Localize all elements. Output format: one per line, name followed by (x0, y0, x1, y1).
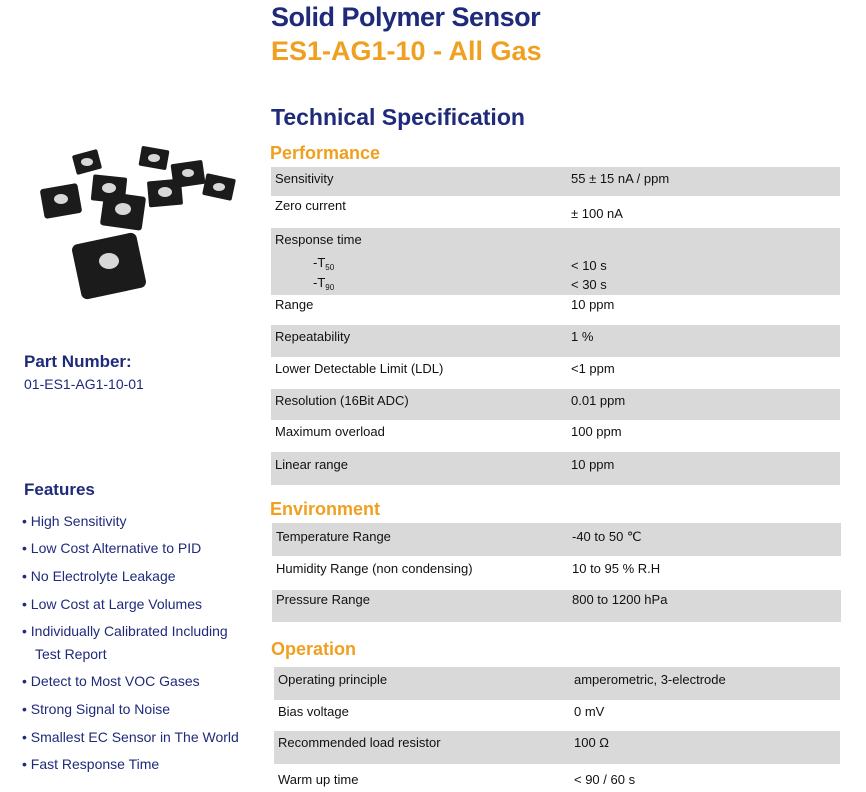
spec-row (272, 590, 841, 622)
spec-label: Warm up time (278, 772, 359, 787)
spec-label: Sensitivity (275, 171, 334, 186)
spec-value: 55 ± 15 nA / ppm (571, 171, 670, 186)
spec-label: Bias voltage (278, 704, 349, 719)
spec-row (271, 357, 840, 389)
spec-label: Linear range (275, 457, 348, 472)
spec-value: -40 to 50 ℃ (572, 529, 642, 544)
spec-label: Repeatability (275, 329, 351, 344)
spec-row (271, 295, 840, 325)
feature-item: • Fast Response Time (22, 756, 160, 772)
part-number-value: 01-ES1-AG1-10-01 (24, 376, 144, 392)
spec-row (272, 556, 841, 590)
page-title: Solid Polymer Sensor (271, 2, 541, 32)
spec-heading: Technical Specification (271, 104, 525, 130)
spec-row (274, 667, 840, 700)
spec-value: 100 ppm (571, 424, 622, 439)
spec-value: 10 ppm (571, 457, 615, 472)
spec-row (271, 196, 840, 226)
spec-value: 10 to 95 % R.H (572, 561, 661, 576)
feature-item: • Individually Calibrated Including (22, 623, 228, 639)
spec-label: $-T_{50}$ (313, 255, 335, 272)
spec-value: 1 % (571, 329, 594, 344)
spec-row (274, 731, 840, 764)
spec-row (271, 167, 840, 196)
spec-label: Lower Detectable Limit (LDL) (275, 361, 444, 376)
spec-value: 800 to 1200 hPa (572, 592, 668, 607)
spec-value: ± 100 nA (571, 206, 623, 221)
feature-item: • High Sensitivity (22, 513, 127, 529)
spec-label: Pressure Range (276, 592, 370, 607)
spec-label: Resolution (16Bit ADC) (275, 393, 409, 408)
spec-value: <1 ppm (571, 361, 615, 376)
environment-heading: Environment (270, 499, 381, 519)
part-number-label: Part Number: (24, 352, 132, 371)
spec-row (271, 389, 840, 420)
spec-label: Range (275, 297, 314, 312)
spec-row (271, 228, 840, 295)
feature-item: • Low Cost Alternative to PID (22, 540, 202, 556)
spec-value: 0.01 ppm (571, 393, 626, 408)
spec-value: amperometric, 3-electrode (574, 672, 726, 687)
spec-label: Response time (275, 232, 362, 247)
sensor-product-photo (22, 140, 252, 315)
spec-label: Operating principle (278, 672, 388, 687)
spec-label: Zero current (275, 198, 346, 213)
spec-row (271, 452, 840, 485)
spec-label: $-T_{90}$ (313, 275, 335, 292)
spec-value: 10 ppm (571, 297, 615, 312)
spec-value: < 10 s (571, 258, 607, 273)
spec-row (271, 420, 840, 452)
spec-row (272, 523, 841, 556)
spec-label: Recommended load resistor (278, 735, 441, 750)
spec-value: < 90 / 60 s (574, 772, 636, 787)
spec-value: < 30 s (571, 277, 607, 292)
performance-heading: Performance (270, 143, 381, 163)
feature-item: • No Electrolyte Leakage (22, 568, 176, 584)
operation-heading: Operation (271, 639, 357, 659)
spec-row (274, 700, 840, 731)
feature-item: • Detect to Most VOC Gases (22, 673, 200, 689)
spec-value: 100 Ω (574, 735, 610, 750)
feature-item: • Low Cost at Large Volumes (22, 596, 202, 612)
feature-item: Test Report (35, 646, 107, 662)
spec-label: Temperature Range (276, 529, 391, 544)
spec-row (274, 764, 840, 792)
spec-label: Humidity Range (non condensing) (276, 561, 473, 576)
spec-row (271, 325, 840, 357)
spec-label: Maximum overload (275, 424, 385, 439)
feature-item: • Strong Signal to Noise (22, 701, 171, 717)
spec-value: 0 mV (574, 704, 605, 719)
feature-item: • Smallest EC Sensor in The World (22, 729, 239, 745)
product-subtitle: ES1-AG1-10 - All Gas (271, 36, 542, 66)
features-heading: Features (24, 480, 95, 499)
